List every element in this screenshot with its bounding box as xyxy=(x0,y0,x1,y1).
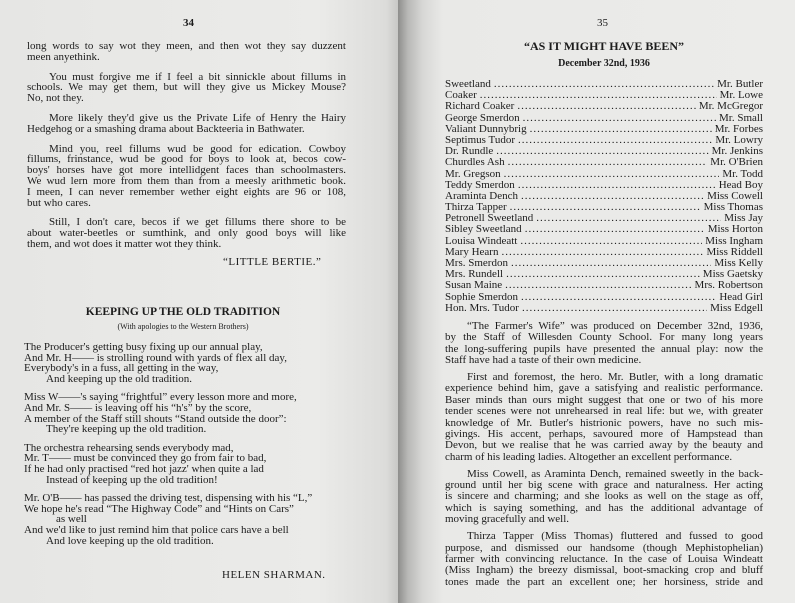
verse-line: Mr. O'B—— has passed the driving test, dispensing with his “L,” xyxy=(24,492,313,505)
cast-row xyxy=(445,202,763,213)
dot-leader xyxy=(520,236,702,247)
dot-leader xyxy=(480,90,717,101)
stanza xyxy=(24,493,354,546)
role-name: Churdles Ash xyxy=(445,157,505,169)
verse-line: Everybody's in a fuss, all getting in the way, xyxy=(24,362,219,375)
dot-leader xyxy=(496,146,708,157)
text-line: is sincere and charming; and she looks as well on the stage as off, xyxy=(445,490,763,503)
role-name: Mary Hearn xyxy=(445,246,499,258)
role-name: Petronell Sweetland xyxy=(445,213,534,225)
text-line: I meen, I can never remember wether eight eights are 96 or 108, xyxy=(27,185,346,198)
text-line: Devon, but we realise that he was carried away by the beauty and xyxy=(445,439,763,452)
cast-row xyxy=(445,180,763,191)
dot-leader xyxy=(510,202,701,213)
verse-line: The Producer's getting busy fixing up our annual play, xyxy=(24,341,263,353)
text-line: We wud lern more from them than from a meesly arithmetic book. xyxy=(27,174,346,187)
cast-row xyxy=(445,113,763,124)
role-name: Mr. Gregson xyxy=(445,168,501,180)
left-prose xyxy=(27,41,346,259)
actor-name: Miss Riddell xyxy=(706,246,763,258)
role-name: Thirza Tapper xyxy=(445,202,507,214)
verse-line: They're keeping up the old tradition. xyxy=(46,423,207,436)
cast-row xyxy=(445,79,763,90)
role-name: Dr. Rundle xyxy=(445,146,494,158)
role-name: Louisa Windeatt xyxy=(445,235,518,247)
dot-leader xyxy=(506,269,700,280)
dot-leader xyxy=(501,247,703,258)
cast-row xyxy=(445,124,763,135)
text-line: charm of his leading ladies. Altogether an excellent performance. xyxy=(445,450,733,463)
actor-name: Miss Thomas xyxy=(703,202,763,214)
text-line: schools. We may get them, but will they give us Mickey Mouse? xyxy=(27,81,346,94)
role-name: Mrs. Rundell xyxy=(445,269,504,281)
actor-name: Miss Ingham xyxy=(705,235,763,247)
cast-row xyxy=(445,303,763,314)
actor-name: Miss Edgell xyxy=(710,302,763,314)
stanza xyxy=(24,342,354,384)
actor-name: Mr. Forbes xyxy=(714,123,763,135)
verse-line: Mr. T—— must be convinced they go from fair to bad, xyxy=(24,452,267,465)
role-name: Sweetland xyxy=(445,79,491,90)
cast-row xyxy=(445,247,763,258)
actor-name: Mr. Lowry xyxy=(715,134,763,146)
paragraph xyxy=(445,531,763,588)
cast-row xyxy=(445,101,763,112)
verse-line: And Mr. H—— is strolling round with yards of flex all day, xyxy=(24,351,287,364)
role-name: George Smerdon xyxy=(445,112,520,124)
actor-name: Mr. Butler xyxy=(717,79,763,90)
signature-helen-sharman: HELEN SHARMAN. xyxy=(222,569,326,581)
text-line: Mind you, reel fillums wud be good for edication. Cowboy xyxy=(49,142,346,155)
cast-row xyxy=(445,236,763,247)
cast-row xyxy=(445,169,763,180)
verse-line: A member of the Staff still shouts “Stand outside the door”: xyxy=(24,412,287,425)
text-line: No, not they. xyxy=(27,92,84,105)
cast-row xyxy=(445,292,763,303)
dot-leader xyxy=(517,101,696,112)
paragraph xyxy=(27,144,346,209)
dot-leader xyxy=(536,213,721,224)
page-number-left: 34 xyxy=(183,17,194,29)
role-name: Susan Maine xyxy=(445,280,503,292)
actor-name: Mr. Jenkins xyxy=(711,146,763,158)
text-line: long words to say wot they meen, and then wot they say duzzent xyxy=(27,40,346,52)
stanza xyxy=(24,392,354,434)
actor-name: Mr. Todd xyxy=(722,168,763,180)
text-line: which is saying something, and has the additional advantage of xyxy=(445,501,763,514)
actor-name: Miss Horton xyxy=(707,224,763,236)
actor-name: Miss Kelly xyxy=(714,258,763,269)
paragraph xyxy=(445,372,763,463)
dot-leader xyxy=(518,180,716,191)
text-line: Baser minds than ours might suggest that one or two of his more xyxy=(445,393,763,406)
text-line: Still, I don't care, becos if we get fillums there shore to be xyxy=(49,216,346,229)
stanza xyxy=(24,443,354,485)
verse-line: And Mr. S—— is leaving off his “h's” by the score, xyxy=(24,401,252,414)
cast-row xyxy=(445,90,763,101)
verse-line: as well xyxy=(56,513,87,526)
cast-row xyxy=(445,135,763,146)
role-name: Araminta Dench xyxy=(445,190,518,202)
actor-name: Miss Cowell xyxy=(707,190,763,202)
actor-name: Head Boy xyxy=(718,179,763,191)
paragraph xyxy=(27,41,346,63)
right-prose xyxy=(445,321,763,594)
text-line: the long-suffering pupils have presented the annual play: now the xyxy=(445,342,763,355)
actor-name: Mrs. Robertson xyxy=(694,280,763,292)
cast-row xyxy=(445,224,763,235)
dot-leader xyxy=(522,303,707,314)
paragraph xyxy=(27,217,346,249)
poem-subtitle: (With apologies to the Western Brothers) xyxy=(117,322,249,331)
actor-name: Mr. McGregor xyxy=(698,101,763,113)
text-line: by the Staff of Willesden County School. For many long years xyxy=(445,331,763,344)
role-name: Valiant Dunnybrig xyxy=(445,123,527,135)
role-name: Mrs. Smerdon xyxy=(445,258,508,269)
verse-line: We hope he's read “The Highway Code” and “Hints on Cars” xyxy=(24,502,294,515)
role-name: Sibley Sweetland xyxy=(445,224,522,236)
dot-leader xyxy=(508,157,708,168)
actor-name: Miss Jay xyxy=(724,213,763,225)
cast-row xyxy=(445,269,763,280)
text-line: tones made the part an excellent one; her horsiness, stride and xyxy=(445,575,763,588)
role-name: Coaker xyxy=(445,90,477,102)
page-number-right: 35 xyxy=(597,17,608,29)
dot-leader xyxy=(530,124,712,135)
text-line: about water-beetles or sumthink, and only good boys will like xyxy=(27,227,346,240)
dot-leader xyxy=(525,224,705,235)
dot-leader xyxy=(521,191,704,202)
cast-list xyxy=(445,79,763,314)
text-line: Thirza Tapper (Miss Thomas) fluttered and fussed to good xyxy=(467,530,763,543)
play-date: December 32nd, 1936 xyxy=(558,58,650,69)
verse-line: The orchestra rehearsing sends everybody mad, xyxy=(24,441,234,454)
text-line: (Miss Ingham) the breezy dismissal, boot-smacking crop and bluff xyxy=(445,564,763,577)
text-line: First and foremost, the hero. Mr. Butler, with a long dramatic xyxy=(467,371,763,384)
role-name: Sophie Smerdon xyxy=(445,291,519,303)
dot-leader xyxy=(511,258,711,269)
dot-leader xyxy=(523,113,716,124)
text-line: Hedgehog or a smashing drama about Backteeria in Bathwater. xyxy=(27,122,305,135)
signature-little-bertie: “LITTLE BERTIE.” xyxy=(223,256,322,268)
actor-name: Head Girl xyxy=(719,291,763,303)
actor-name: Miss Gaetsky xyxy=(702,269,763,281)
text-line: experience behind him, gave a satisfying and realistic performance. xyxy=(445,382,763,395)
text-line: You must forgive me if I feel a bit sinnickle about fillums in xyxy=(49,70,346,83)
text-line: moving gracefully and well. xyxy=(445,513,570,526)
dot-leader xyxy=(518,135,712,146)
poem xyxy=(24,342,354,554)
actor-name: Mr. Lowe xyxy=(719,90,763,102)
text-line: Miss Cowell, as Araminta Dench, remained sweetly in the back- xyxy=(467,467,763,480)
paragraph xyxy=(27,113,346,135)
role-name: Hon. Mrs. Tudor xyxy=(445,302,519,314)
paragraph xyxy=(27,72,346,104)
cast-row xyxy=(445,191,763,202)
verse-line: And keeping up the old tradition. xyxy=(46,372,193,385)
cast-row xyxy=(445,213,763,224)
dot-leader xyxy=(494,79,714,90)
cast-row xyxy=(445,157,763,168)
role-name: Richard Coaker xyxy=(445,101,515,113)
paragraph xyxy=(445,469,763,526)
verse-line: If he had only practised “red hot jazz' when quite a lad xyxy=(24,462,264,475)
cast-row xyxy=(445,146,763,157)
text-line: “The Farmer's Wife” was produced on December 32nd, 1936, xyxy=(467,320,763,332)
paragraph xyxy=(445,321,763,367)
verse-line: And love keeping up the old tradition. xyxy=(46,534,214,547)
cast-row xyxy=(445,258,763,269)
dot-leader xyxy=(521,292,716,303)
verse-line: And we'd like to just remind him that police cars have a bell xyxy=(24,523,289,536)
verse-line: Miss W——'s saying “frightful” every lesson more and more, xyxy=(24,391,297,404)
poem-title: KEEPING UP THE OLD TRADITION xyxy=(85,306,281,318)
text-line: them, and wot does it matter wot they think. xyxy=(27,237,222,250)
text-line: meen anyethink. xyxy=(27,50,100,63)
text-line: ground until her big scene with grace and naturalness. Her acting xyxy=(445,479,763,492)
dot-leader xyxy=(505,280,691,291)
role-name: Septimus Tudor xyxy=(445,134,515,146)
text-line: tender scenes were not unrehearsed in real life: but we, with greater xyxy=(445,405,763,418)
text-line: Staff have had a taste of their own medicine. xyxy=(445,354,642,367)
text-line: but who cares. xyxy=(27,196,91,209)
role-name: Teddy Smerdon xyxy=(445,179,515,191)
actor-name: Mr. O'Brien xyxy=(710,157,763,169)
text-line: More likely they'd give us the Private Life of Henry the Hairy xyxy=(49,111,346,124)
text-line: boys' horses have got more intellidgent faces than schoolmasters. xyxy=(27,164,346,177)
text-line: fillums, frinstance, wud be good for boys to look at, becos cow- xyxy=(27,153,346,166)
text-line: knowledge of Mr. Butler's histrionic powers, have no such mis- xyxy=(445,416,763,429)
text-line: purpose, and dismissed our handsome (though Mephistophelian) xyxy=(445,541,763,554)
play-title: “AS IT MIGHT HAVE BEEN” xyxy=(523,39,685,53)
text-line: farmer with convincing reluctance. In the case of Louisa Windeatt xyxy=(445,552,763,565)
text-line: givings. His accent, perhaps, savoured more of Hampstead than xyxy=(445,428,763,441)
actor-name: Mr. Small xyxy=(718,112,763,124)
verse-line: Instead of keeping up the old tradition! xyxy=(46,473,218,486)
cast-row xyxy=(445,280,763,291)
dot-leader xyxy=(504,169,720,180)
